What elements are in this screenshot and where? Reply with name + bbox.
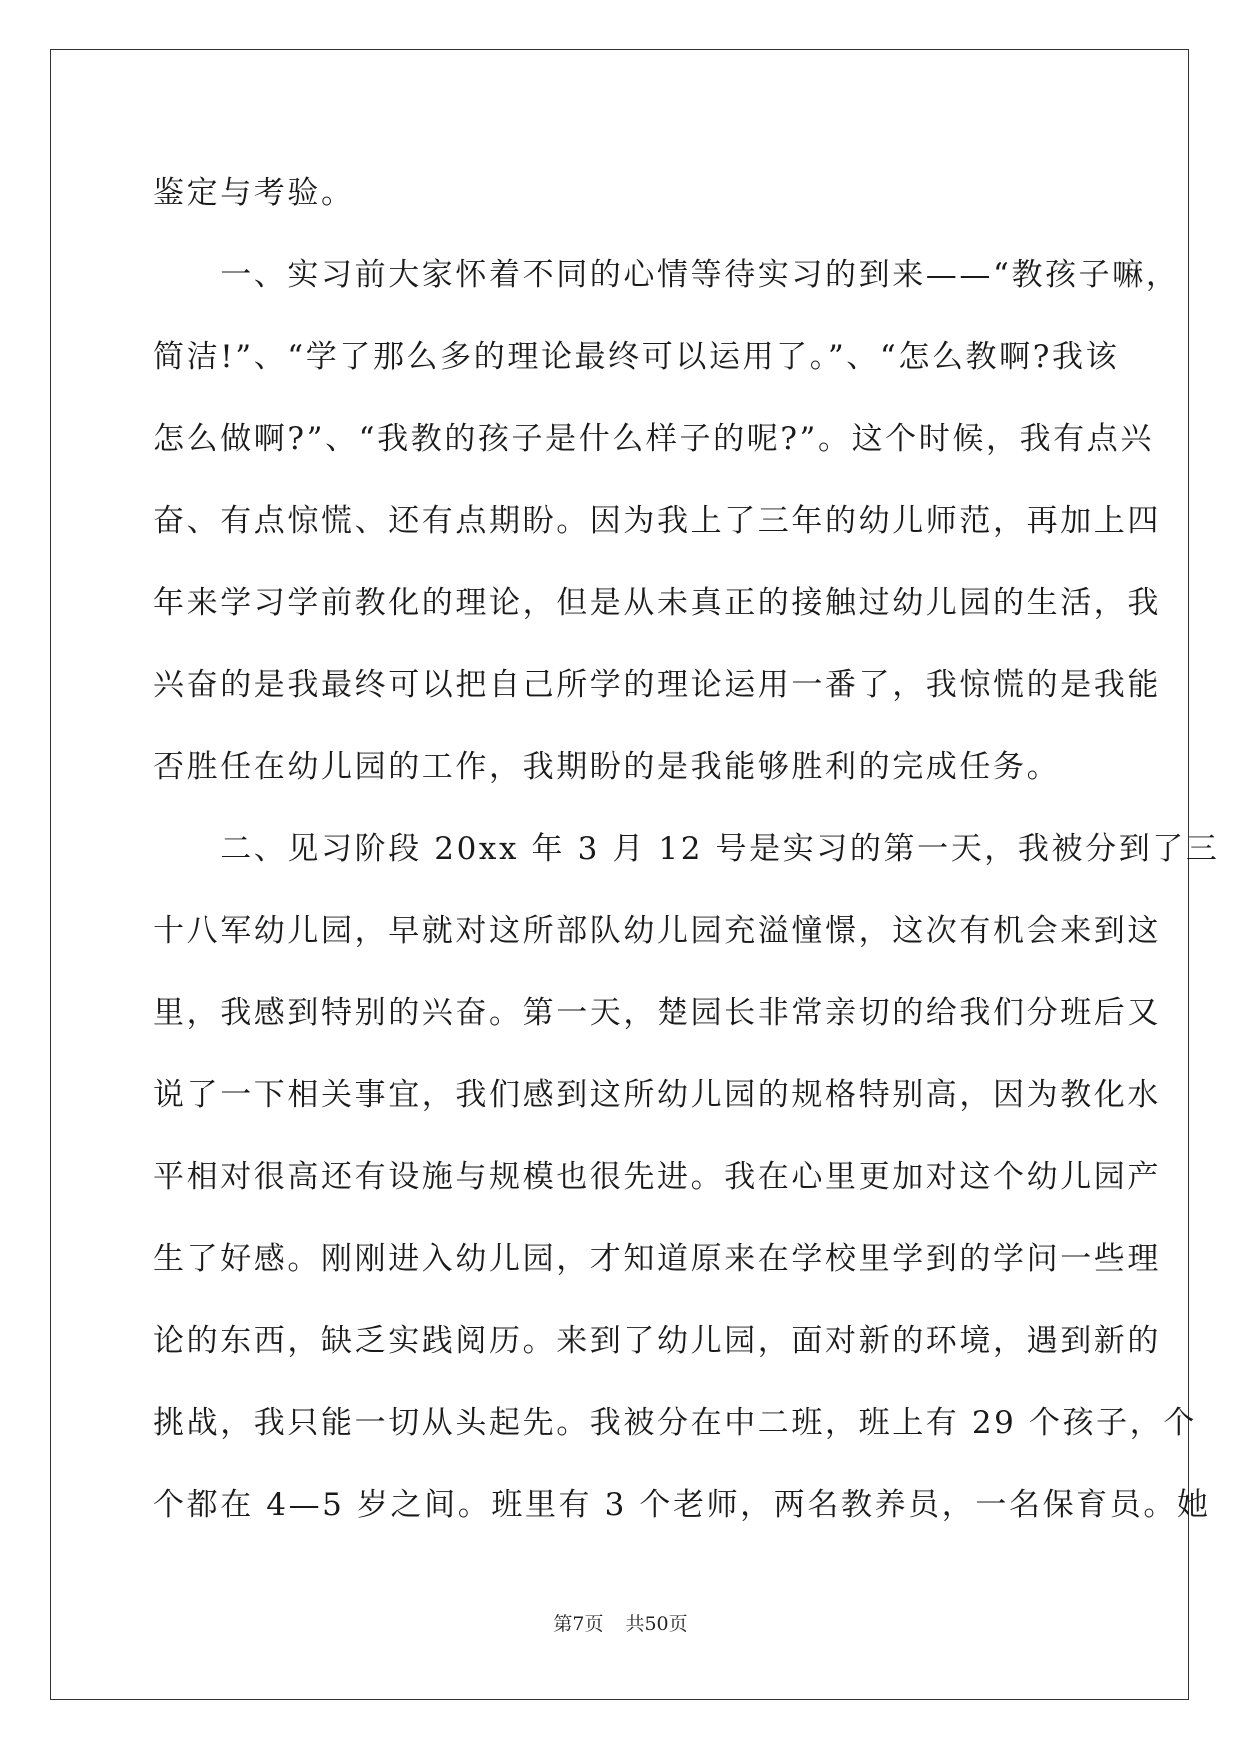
text-line: 奋、有点惊慌、还有点期盼。因为我上了三年的幼儿师范，再加上四 [153,503,1161,539]
text-line: 怎么做啊?”、“我教的孩子是什么样子的呢?”。这个时候，我有点兴 [153,421,1154,457]
text-line: 说了一下相关事宜，我们感到这所幼儿园的规格特别高，因为教化水 [153,1077,1161,1113]
text-line: 否胜任在幼儿园的工作，我期盼的是我能够胜利的完成任务。 [153,749,1061,785]
text-line: 鉴定与考验。 [153,175,355,211]
text-line: 个都在 4—5 岁之间。班里有 3 个老师，两名教养员，一名保育员。她 [153,1487,1211,1523]
text-line: 生了好感。刚刚进入幼儿园，才知道原来在学校里学到的学问一些理 [153,1241,1161,1277]
text-line: 挑战，我只能一切从头起先。我被分在中二班，班上有 29 个孩子，个 [153,1405,1197,1441]
text-line: 兴奋的是我最终可以把自己所学的理论运用一番了，我惊慌的是我能 [153,667,1161,703]
page-border [50,49,1189,1700]
text-line: 一、实习前大家怀着不同的心情等待实习的到来——“教孩子嘛， [153,257,1180,293]
text-line: 十八军幼儿园，早就对这所部队幼儿园充溢憧憬，这次有机会来到这 [153,913,1161,949]
text-line: 平相对很高还有设施与规模也很先进。我在心里更加对这个幼儿园产 [153,1159,1161,1195]
text-line: 年来学习学前教化的理论，但是从未真正的接触过幼儿园的生活，我 [153,585,1161,621]
text-line: 简洁!”、“学了那么多的理论最终可以运用了。”、“怎么教啊?我该 [153,339,1120,375]
page-number: 第7页 [553,1613,604,1635]
page-total: 共50页 [625,1613,688,1635]
page-footer [0,1612,1241,1636]
text-line: 论的东西，缺乏实践阅历。来到了幼儿园，面对新的环境，遇到新的 [153,1323,1161,1359]
text-line: 里，我感到特别的兴奋。第一天，楚园长非常亲切的给我们分班后又 [153,995,1161,1031]
text-line: 二、见习阶段 20xx 年 3 月 12 号是实习的第一天，我被分到了三 [153,831,1220,867]
